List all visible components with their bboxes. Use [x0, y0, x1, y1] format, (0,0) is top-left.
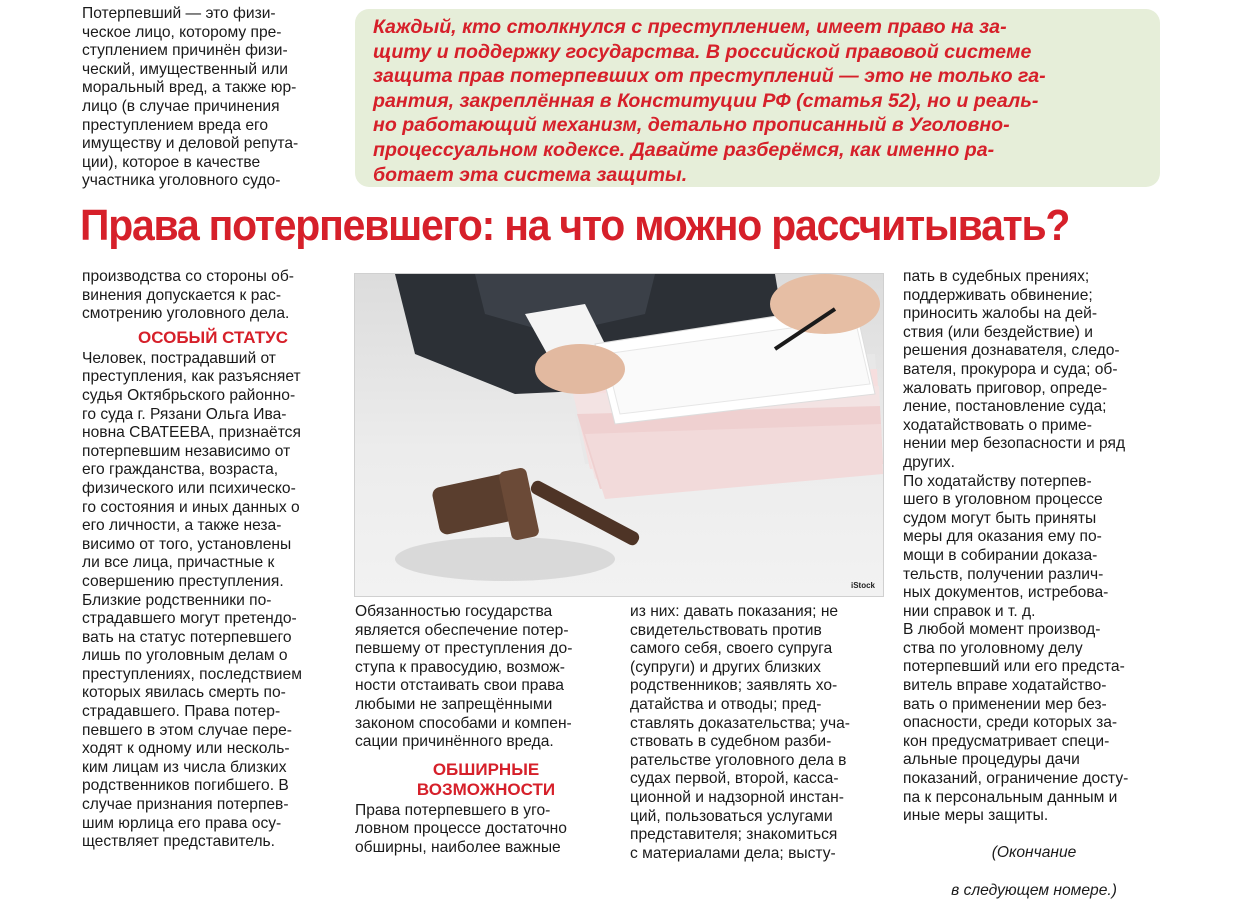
intro-continuation: производства со стороны об- винения допускается к рас- смотрению уголовного дела.: [82, 268, 294, 323]
judge-documents-illustration: [355, 274, 884, 597]
column-3: [630, 603, 892, 863]
lead-box: [355, 9, 1160, 187]
paragraph-status: Человек, пострадавший от преступления, как разъясняет судья Октябрьского районно- го суда г. Рязани Ольга Ива- новна СВАТЕЕВА, признаётся потерпевшим независимо от его гражданства, возраста, физического или психическо- го состояния и иных данных о его личности, а также неза- висимо от того, установлены ли все лица, причастные к совершению преступления.: [82, 349, 301, 590]
column-4: [903, 268, 1165, 900]
subhead-line-2: ВОЗМОЖНОСТИ: [416, 779, 556, 799]
paragraph-security: В любой момент производ- ства по уголовному делу потерпевший или его предста- витель вправе ходатайство- вать о применении мер без- опасности, среди которых за- кон предусматривает специ- альные процедуры дачи показаний, ограничение досту- па к персональным данным и иные меры защиты.: [903, 621, 1129, 825]
photo-credit: iStock: [850, 581, 875, 590]
paragraph-petition: По ходатайству потерпев- шего в уголовном процессе судом могут быть приняты меры для оказания ему по- мощи в собирании доказа- тельств, получении различ- ных документов, истребова- нии справок и т. д.: [903, 472, 1109, 620]
column-2: [355, 603, 617, 858]
column-1-top: [82, 5, 344, 191]
paragraph-rights-intro: Права потерпевшего в уго- ловном процессе достаточно обширны, наиболее важные: [355, 801, 567, 856]
subhead-wide-possibilities: [355, 760, 617, 800]
ending-line-1: (Окончание: [991, 844, 1077, 862]
intro-paragraph: Потерпевший — это физи- ческое лицо, которому пре- ступлением причинён физи- ческий, имущественный или моральный вред, а также юр- лицо (в случае причинения преступлением вреда его имуществу и деловой репута- ции), которое в качестве участника уголовного судо-: [82, 5, 299, 190]
ending-line-2: в следующем номере.): [951, 881, 1117, 899]
paragraph-state-duty: Обязанностью государства является обеспечение потер- певшему от преступления до- ступа к правосудию, возмож- ности отстаивать свои права любыми не запрещёнными законом способами и компен- сации причинённого вреда.: [355, 603, 573, 751]
to-be-continued: [903, 826, 1165, 900]
paragraph-rights-list: из них: давать показания; не свидетельствовать против самого себя, своего супруга (супруги) и других близких родственников; заявлять хо- датайства и отводы; пред- ставлять доказательства; уча- ствовать в судебном разби- рательстве уголовного дела в судах первой, второй, касса- ционной и надзорной инстан- ций, пользоваться услугами представителя; знакомиться с материалами дела; высту-: [630, 603, 850, 862]
article-photo: [354, 273, 884, 597]
article-headline: Права потерпевшего: на что можно рассчитывать?: [80, 201, 1070, 250]
column-1: [82, 268, 344, 852]
paragraph-relatives: Близкие родственники по- страдавшего могут претендо- вать на статус потерпевшего лишь по уголовным делам о преступлениях, последствием которых явилась смерть по- страдавшего. Права потер- певшего в этом случае пере- ходят к одному или несколь- ким лицам из числа близких родственников погибшего. В случае признания потерпев- шим юрлица его права осу- ществляет представитель.: [82, 591, 302, 851]
subhead-line-1: ОБШИРНЫЕ: [432, 759, 540, 779]
lead-text: Каждый, кто столкнулся с преступлением, имеет право на за- щиту и поддержку государства. В российской правовой системе защита прав потерпевших от преступлений — это не только га- рантия, закреплённая в Конституции РФ (статья 52), но и реаль- но работающий механизм, детально прописанный в Уголовно- процессуальном кодексе. Давайте разберёмся, как именно ра- ботает эта система защиты.: [373, 16, 1046, 186]
paragraph-rights-continued: пать в судебных прениях; поддерживать обвинение; приносить жалобы на дей- ствия (или бездействие) и решения дознавателя, следо- вателя, прокурора и суда; об- жаловать приговор, опреде- ление, постановление суда; ходатайствовать о приме- нении мер безопасности и ряд других.: [903, 268, 1126, 471]
subhead-special-status: ОСОБЫЙ СТАТУС: [138, 327, 288, 347]
